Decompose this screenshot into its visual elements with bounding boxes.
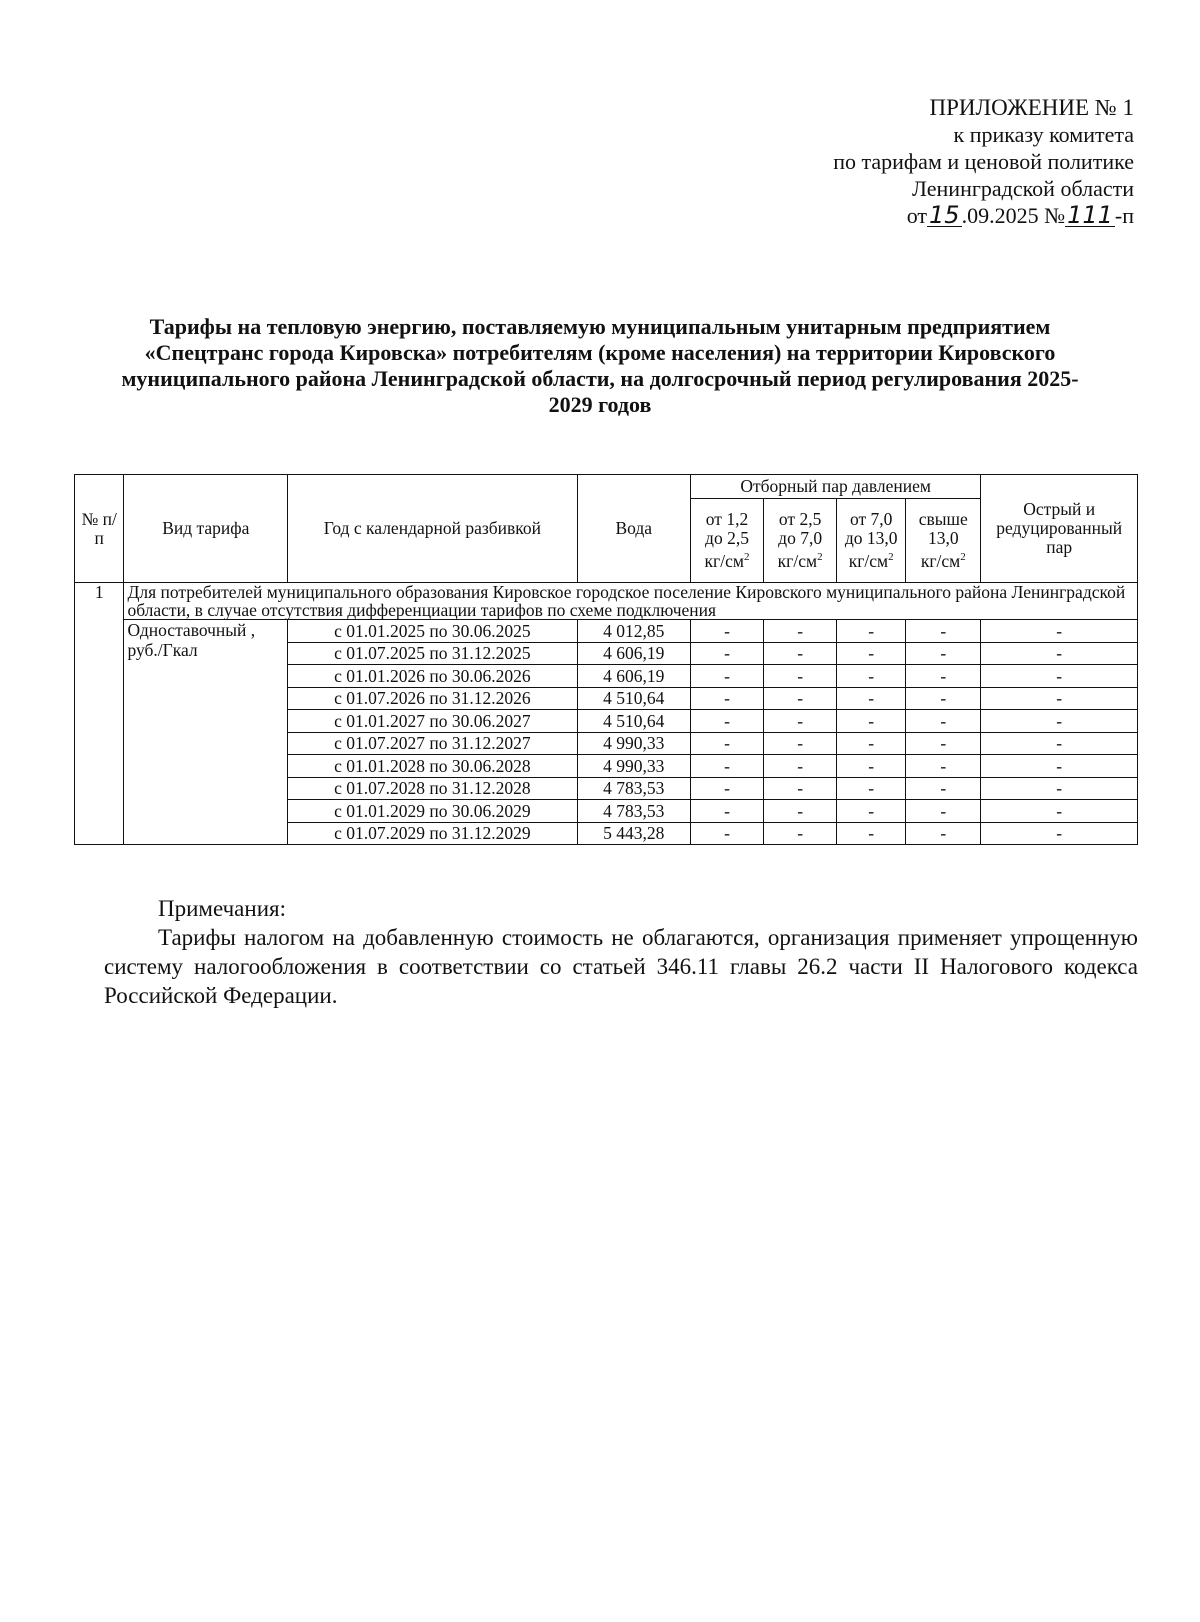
steam-3-cell: - <box>837 665 906 688</box>
steam-4-cell: - <box>906 665 981 688</box>
steam-3-cell: - <box>837 777 906 800</box>
period-cell: с 01.07.2029 по 31.12.2029 <box>288 822 577 845</box>
date-prefix: от <box>906 203 928 228</box>
water-cell: 4 990,33 <box>577 732 690 755</box>
date-rest: .09.2025 № <box>961 203 1066 228</box>
handwritten-order-number: 111 <box>1067 201 1113 229</box>
water-cell: 4 783,53 <box>577 777 690 800</box>
steam-3-cell: - <box>837 620 906 643</box>
sharp-steam-cell: - <box>981 710 1138 733</box>
steam-1-cell: - <box>690 822 763 845</box>
notes-text: Тарифы налогом на добавленную стоимость не облагаются, организация применяет упрощенную систему налогообложения в соответствии со статьей 346.11 главы 26.2 части II Налогового кодекса Российской Федерации. <box>104 925 1138 1008</box>
steam-2-cell: - <box>764 710 837 733</box>
steam-1-cell: - <box>690 755 763 778</box>
header-steam-1: от 1,2 до 2,5 $кг/см^2$ <box>690 499 763 583</box>
steam-4-cell: - <box>906 777 981 800</box>
steam-3-cell: - <box>837 710 906 733</box>
period-cell: с 01.07.2025 по 31.12.2025 <box>288 642 577 665</box>
period-cell: с 01.01.2025 по 30.06.2025 <box>288 620 577 643</box>
water-cell: 4 783,53 <box>577 800 690 823</box>
steam-3-cell: - <box>837 687 906 710</box>
steam-2-cell: - <box>764 755 837 778</box>
water-cell: 5 443,28 <box>577 822 690 845</box>
steam-2-cell: - <box>764 800 837 823</box>
water-cell: 4 510,64 <box>577 710 690 733</box>
steam-1-cell: - <box>690 777 763 800</box>
notes-section <box>104 894 1138 1010</box>
steam-1-cell: - <box>690 665 763 688</box>
steam-4-cell: - <box>906 687 981 710</box>
order-suffix: -п <box>1114 203 1134 228</box>
steam-2-cell: - <box>764 642 837 665</box>
sharp-steam-cell: - <box>981 642 1138 665</box>
steam-4-cell: - <box>906 732 981 755</box>
water-cell: 4 606,19 <box>577 665 690 688</box>
period-cell: с 01.01.2028 по 30.06.2028 <box>288 755 577 778</box>
sharp-steam-cell: - <box>981 822 1138 845</box>
group-number: 1 <box>75 583 124 845</box>
appendix-header <box>833 94 1134 229</box>
appendix-line-2: по тарифам и ценовой политике <box>833 149 1134 174</box>
period-cell: с 01.07.2028 по 31.12.2028 <box>288 777 577 800</box>
steam-4-cell: - <box>906 710 981 733</box>
steam-4-cell: - <box>906 800 981 823</box>
sharp-steam-cell: - <box>981 665 1138 688</box>
period-cell: с 01.01.2027 по 30.06.2027 <box>288 710 577 733</box>
steam-4-cell: - <box>906 620 981 643</box>
water-cell: 4 510,64 <box>577 687 690 710</box>
period-cell: с 01.07.2026 по 31.12.2026 <box>288 687 577 710</box>
period-cell: с 01.07.2027 по 31.12.2027 <box>288 732 577 755</box>
notes-label: Примечания: <box>158 896 286 921</box>
steam-1-cell: - <box>690 620 763 643</box>
tariff-table <box>74 474 1138 845</box>
sharp-steam-cell: - <box>981 687 1138 710</box>
sharp-steam-cell: - <box>981 620 1138 643</box>
period-cell: с 01.01.2026 по 30.06.2026 <box>288 665 577 688</box>
water-cell: 4 606,19 <box>577 642 690 665</box>
steam-1-cell: - <box>690 710 763 733</box>
sharp-steam-cell: - <box>981 800 1138 823</box>
steam-4-cell: - <box>906 755 981 778</box>
sharp-steam-cell: - <box>981 755 1138 778</box>
header-steam-4: свыше 13,0 $кг/см^2$ <box>906 499 981 583</box>
appendix-line-3: Ленинградской области <box>912 176 1134 201</box>
sharp-steam-cell: - <box>981 732 1138 755</box>
header-num: № п/п <box>75 475 124 583</box>
tariff-type-cell: Одноставочный , руб./Гкал <box>124 620 288 845</box>
steam-2-cell: - <box>764 777 837 800</box>
steam-2-cell: - <box>764 665 837 688</box>
steam-4-cell: - <box>906 642 981 665</box>
steam-3-cell: - <box>837 755 906 778</box>
steam-2-cell: - <box>764 732 837 755</box>
group-description: Для потребителей муниципального образования Кировское городское поселение Кировского муниципального района Ленинградской области, в случае отсутствия дифференциации тарифов по схеме подключения <box>124 583 1138 620</box>
steam-1-cell: - <box>690 800 763 823</box>
period-cell: с 01.01.2029 по 30.06.2029 <box>288 800 577 823</box>
steam-3-cell: - <box>837 800 906 823</box>
steam-1-cell: - <box>690 687 763 710</box>
steam-3-cell: - <box>837 822 906 845</box>
header-sharp-steam: Острый и редуцированный пар <box>981 475 1138 583</box>
document-title: Тарифы на тепловую энергию, поставляемую муниципальным унитарным предприятием «Спецтранс города Кировска» потребителям (кроме населения) на территории Кировского муниципального района Ленинградской области, на долгосрочный период регулирования 2025-2029 годов <box>121 314 1079 417</box>
steam-1-cell: - <box>690 642 763 665</box>
steam-2-cell: - <box>764 822 837 845</box>
steam-2-cell: - <box>764 687 837 710</box>
water-cell: 4 990,33 <box>577 755 690 778</box>
water-cell: 4 012,85 <box>577 620 690 643</box>
steam-2-cell: - <box>764 620 837 643</box>
appendix-title: ПРИЛОЖЕНИЕ № 1 <box>929 95 1134 120</box>
order-date-line <box>833 202 1134 229</box>
steam-3-cell: - <box>837 642 906 665</box>
appendix-line-1: к приказу комитета <box>953 122 1134 147</box>
header-period: Год с календарной разбивкой <box>288 475 577 583</box>
header-steam-2: от 2,5 до 7,0 $кг/см^2$ <box>764 499 837 583</box>
steam-4-cell: - <box>906 822 981 845</box>
handwritten-day: 15 <box>929 201 960 229</box>
sharp-steam-cell: - <box>981 777 1138 800</box>
steam-3-cell: - <box>837 732 906 755</box>
header-water: Вода <box>577 475 690 583</box>
steam-1-cell: - <box>690 732 763 755</box>
header-steam-group: Отборный пар давлением <box>690 475 980 499</box>
header-steam-3: от 7,0 до 13,0 $кг/см^2$ <box>837 499 906 583</box>
header-tariff-type: Вид тарифа <box>124 475 288 583</box>
